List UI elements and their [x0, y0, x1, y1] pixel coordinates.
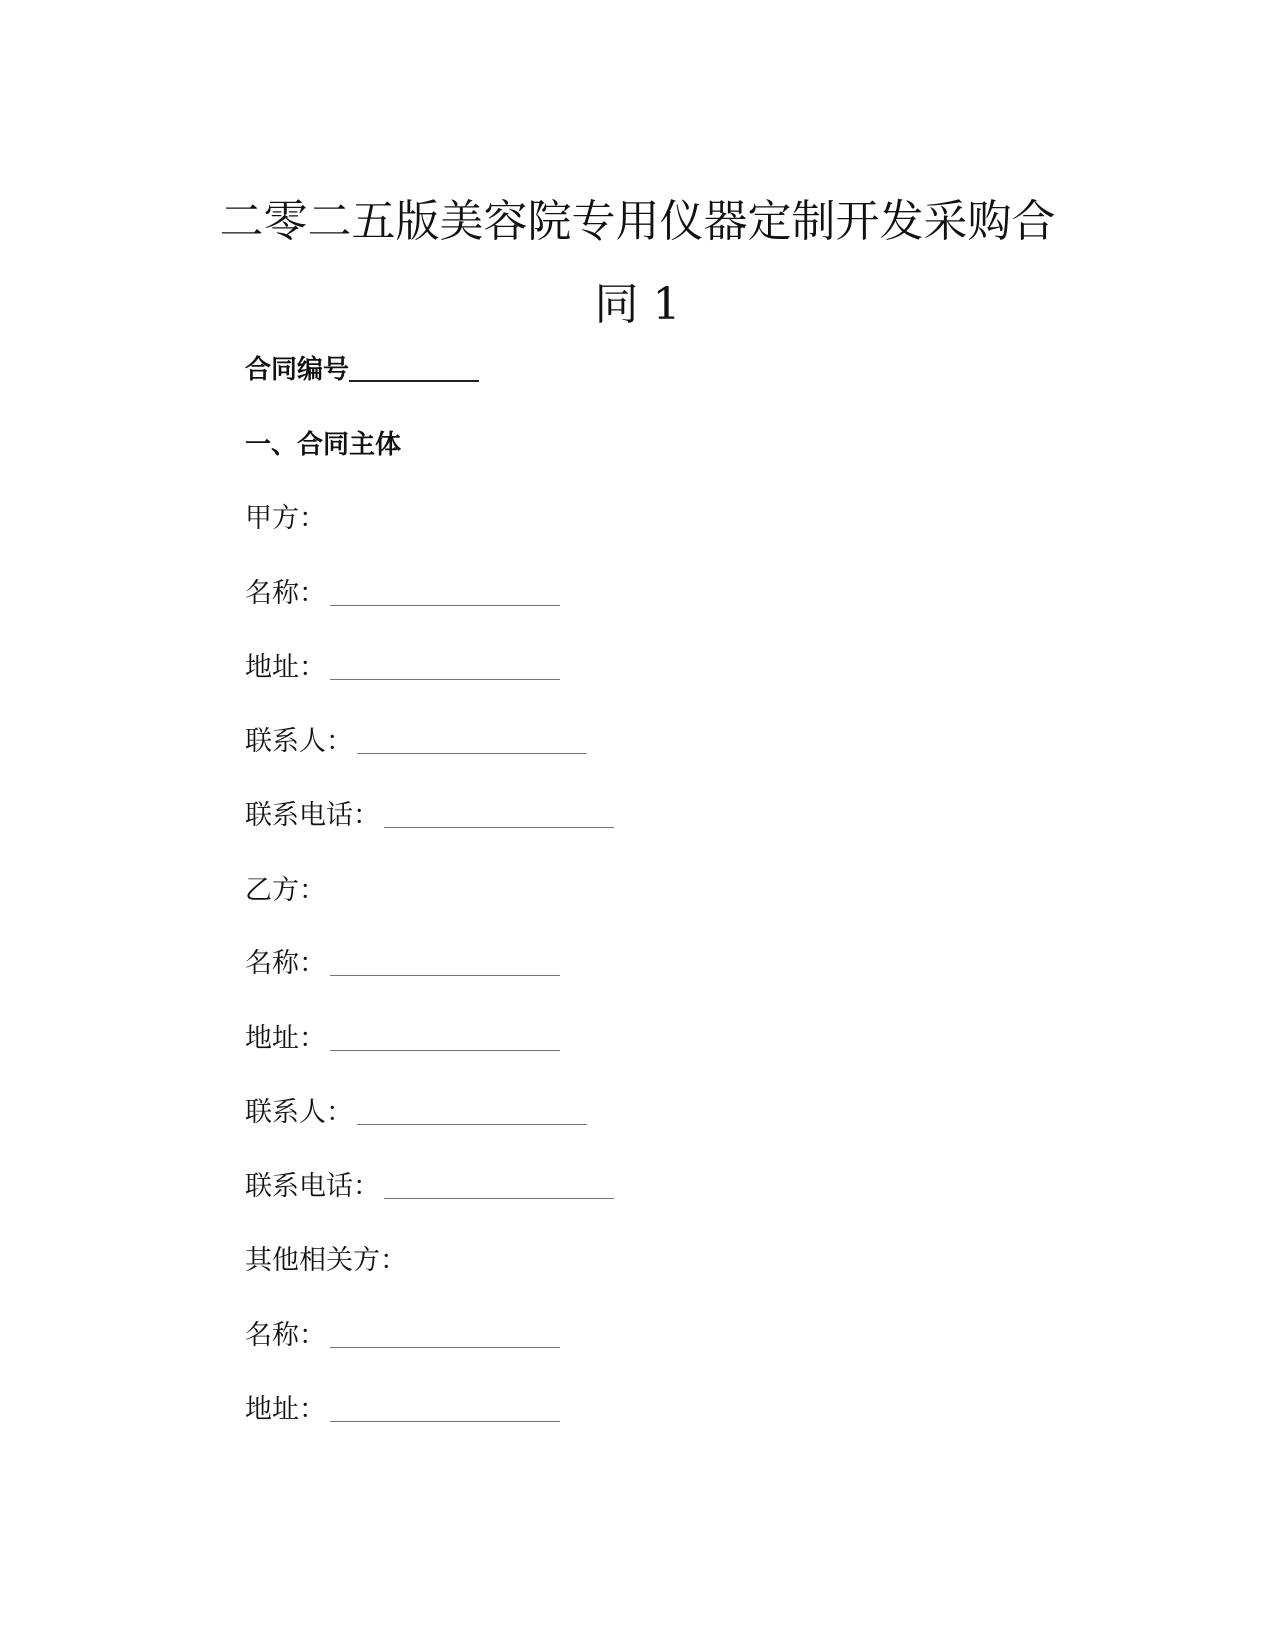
party-a-phone-label: 联系电话：	[245, 800, 380, 831]
party-a-address-label: 地址：	[245, 652, 326, 683]
party-b-address-blank	[330, 1050, 560, 1051]
document-title-line-1: 二零二五版美容院专用仪器定制开发采购合	[219, 196, 1056, 247]
other-party-name-label: 名称：	[245, 1320, 326, 1351]
contract-number-label: 合同编号	[245, 355, 350, 385]
party-a-address-row	[245, 654, 560, 681]
party-b-contact-row	[245, 1099, 587, 1126]
other-party-name-blank	[330, 1347, 560, 1348]
other-party-name-row	[245, 1322, 560, 1349]
party-b-address-row	[245, 1025, 560, 1052]
party-b-name-blank	[330, 975, 560, 976]
contract-number-row	[245, 357, 479, 383]
party-a-name-row	[245, 580, 560, 607]
party-a-name-blank	[330, 605, 560, 606]
party-b-phone-blank	[384, 1198, 614, 1199]
party-a-phone-blank	[384, 827, 614, 828]
other-party-address-row	[245, 1396, 560, 1423]
party-a-phone-row	[245, 802, 614, 829]
other-party-heading: 其他相关方：	[245, 1245, 407, 1276]
party-b-phone-row	[245, 1173, 614, 1200]
party-b-contact-blank	[357, 1124, 587, 1125]
party-b-name-row	[245, 950, 560, 977]
party-a-heading: 甲方：	[245, 503, 326, 534]
party-a-contact-blank	[357, 753, 587, 754]
other-party-address-label: 地址：	[245, 1394, 326, 1425]
party-a-contact-label: 联系人：	[245, 726, 353, 757]
document-title-line-2: 同 1	[594, 279, 681, 330]
contract-number-blank	[349, 380, 479, 382]
party-a-address-blank	[330, 679, 560, 680]
party-b-contact-label: 联系人：	[245, 1097, 353, 1128]
party-a-contact-row	[245, 728, 587, 755]
party-a-name-label: 名称：	[245, 578, 326, 609]
other-party-address-blank	[330, 1421, 560, 1422]
party-b-phone-label: 联系电话：	[245, 1171, 380, 1202]
section-1-heading: 一、合同主体	[245, 430, 402, 460]
party-b-name-label: 名称：	[245, 948, 326, 979]
party-b-heading: 乙方：	[245, 875, 326, 906]
party-b-address-label: 地址：	[245, 1023, 326, 1054]
